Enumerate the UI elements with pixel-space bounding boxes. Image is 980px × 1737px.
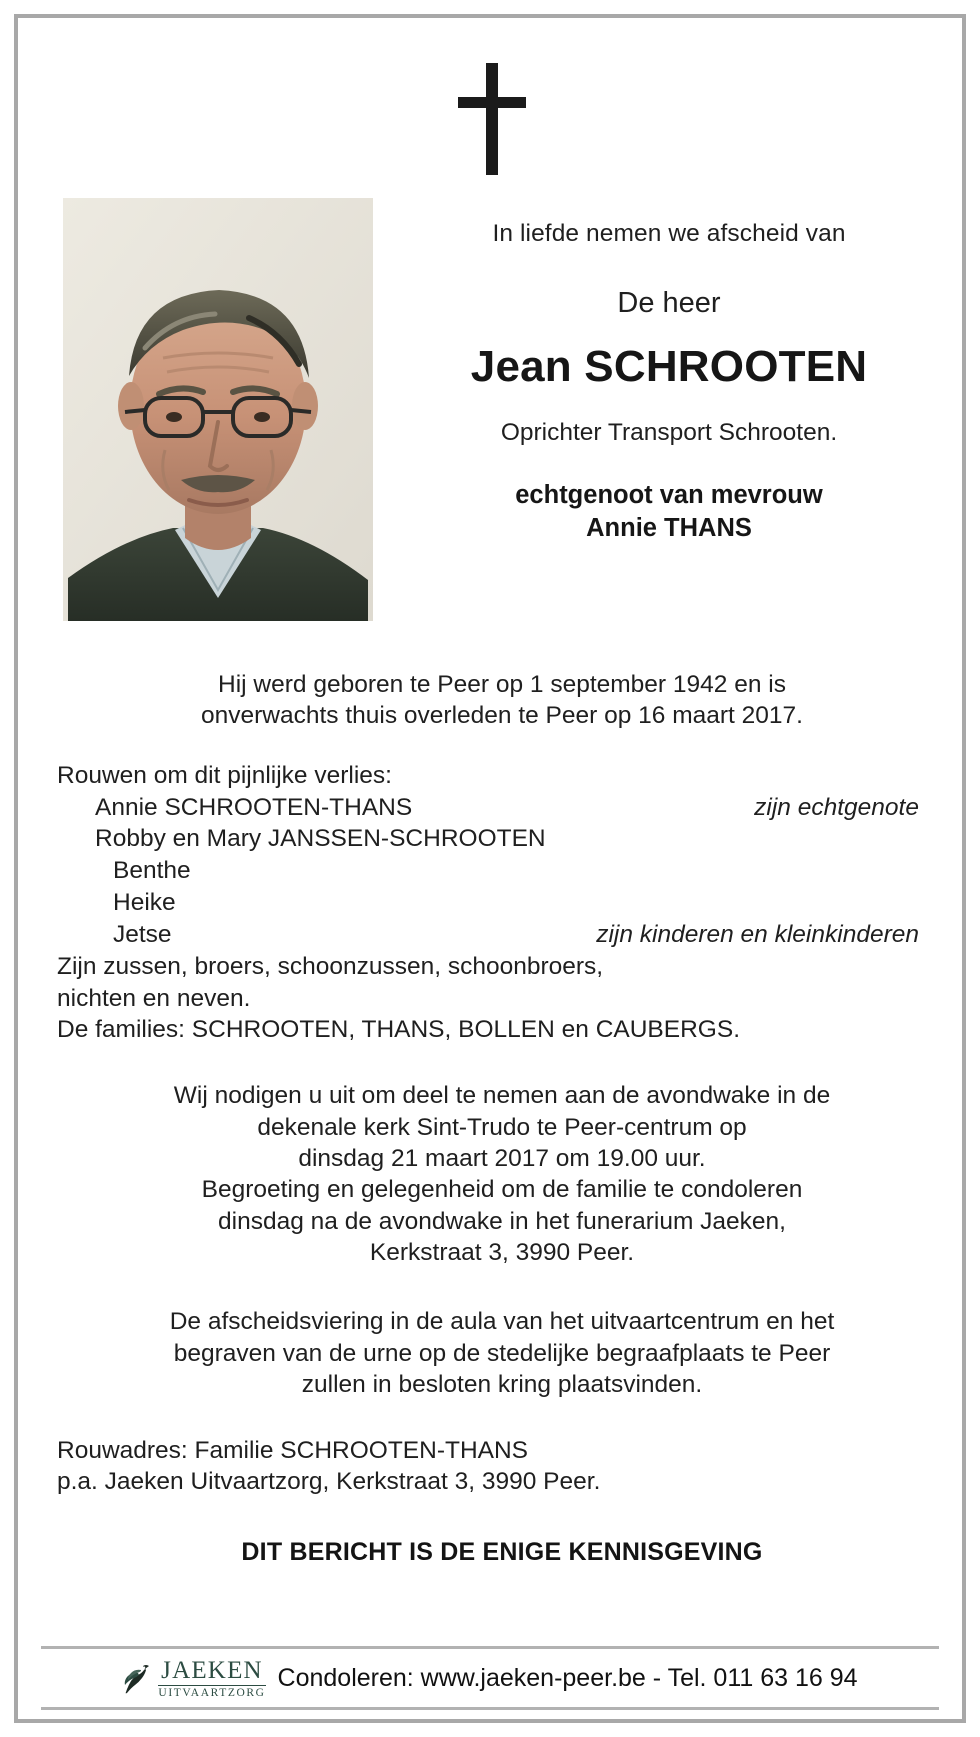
mourner-relation: zijn kinderen en kleinkinderen [596,920,919,948]
mourning-address-line: Rouwadres: Familie SCHROOTEN-THANS [57,1436,529,1464]
logo-name: JAEKEN [161,1656,263,1684]
invitation-line: Kerkstraat 3, 3990 Peer. [369,1239,635,1267]
deceased-role: Oprichter Transport Schrooten. [500,418,838,446]
spouse-label: echtgenoot van mevrouw [515,480,823,509]
mourners-heading: Rouwen om dit pijnlijke verlies: [57,761,392,789]
invitation-line: Wij nodigen u uit om deel te nemen aan de avondwake in de [173,1082,831,1110]
mourner-name: Jetse [113,920,172,948]
honorific: De heer [617,287,721,320]
body-column [57,641,947,1567]
condolence-contact: Condoleren: www.jaeken-peer.be - Tel. 011 63 16 94 [277,1663,858,1692]
latin-cross-icon [448,63,532,175]
ceremony-line: begraven van de urne op de stedelijke begraafplaats te Peer [173,1339,831,1367]
mourners-block [57,760,947,1047]
ceremony-block [57,1306,947,1400]
ceremony-line: zullen in besloten kring plaatsvinden. [301,1371,703,1399]
invitation-line: Begroeting en gelegenheid om de familie te condoleren [201,1176,803,1204]
birth-death-block [57,669,947,732]
cross-horizontal-bar [458,97,526,108]
invitation-block [57,1080,947,1268]
spouse-name: Annie THANS [586,513,752,542]
mourner-name: Benthe [113,857,191,885]
invitation-line: dekenale kerk Sint-Trudo te Peer-centrum op [257,1113,747,1141]
ceremony-line: De afscheidsviering in de aula van het uitvaartcentrum en het [169,1308,835,1336]
dove-icon [122,1661,152,1695]
deceased-name: Jean SCHROOTEN [470,342,868,392]
relatives-line: Zijn zussen, broers, schoonzussen, schoonbroers, [57,952,604,980]
cross-symbol-wrap [21,63,959,183]
jaeken-logo [122,1658,265,1700]
mourner-row [57,792,947,824]
cross-vertical-bar [486,63,498,175]
birth-death-line-1: Hij werd geboren te Peer op 1 september 1942 en is [218,671,786,698]
intro-line: In liefde nemen we afscheid van [492,220,846,247]
header-text-column [389,219,949,544]
footer-divider-bottom [41,1707,939,1710]
mourning-address-line: p.a. Jaeken Uitvaartzorg, Kerkstraat 3, 3990 Peer. [57,1468,601,1496]
mourner-name: Heike [113,889,176,917]
mourner-row [57,855,947,887]
portrait-photo [63,198,373,621]
mourner-row [57,887,947,919]
card-frame [14,14,966,1723]
mourner-row [57,919,947,951]
mourner-relation: zijn echtgenote [754,793,919,821]
logo-subtitle: UITVAARTZORG [158,1686,266,1699]
mourner-row [57,823,947,855]
birth-death-line-2: onverwachts thuis overleden te Peer op 16 maart 2017. [201,702,803,730]
families-line: De families: SCHROOTEN, THANS, BOLLEN en CAUBERGS. [57,1016,740,1044]
mourning-address-block [57,1435,947,1499]
card-inner [18,18,962,1719]
mourner-name: Annie SCHROOTEN-THANS [95,793,413,821]
invitation-line: dinsdag 21 maart 2017 om 19.00 uur. [298,1145,706,1173]
spouse-block [389,479,949,544]
single-notice-text: DIT BERICHT IS DE ENIGE KENNISGEVING [241,1538,763,1567]
relatives-line: nichten en neven. [57,984,251,1012]
footer [21,1646,959,1711]
jaeken-wordmark [158,1658,265,1700]
mourner-name: Robby en Mary JANSSEN-SCHROOTEN [95,825,546,853]
footer-content [21,1649,959,1708]
invitation-line: dinsdag na de avondwake in het funerarium Jaeken, [218,1207,786,1235]
